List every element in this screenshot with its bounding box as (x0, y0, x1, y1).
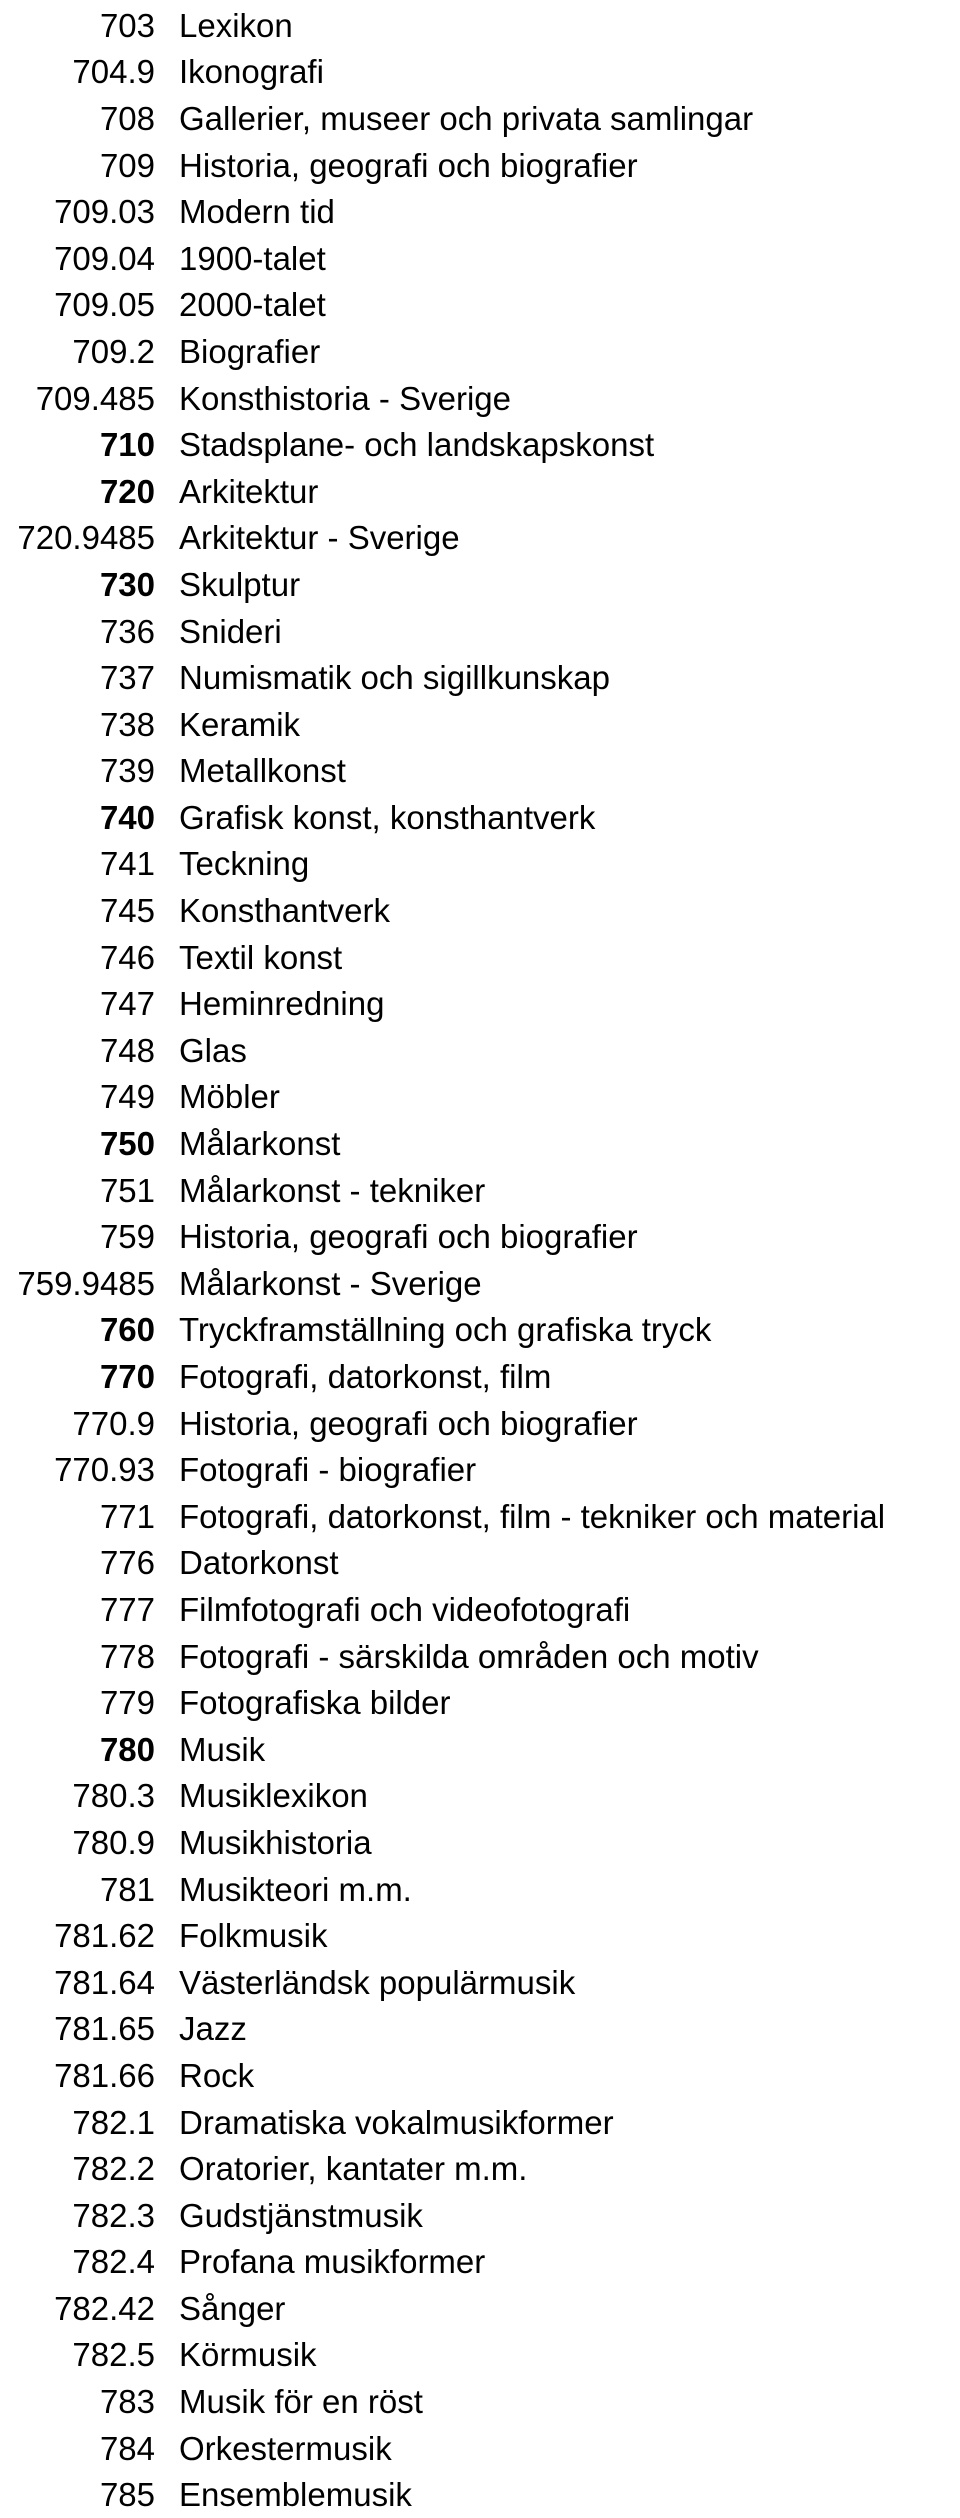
classification-code: 730 (99, 565, 155, 603)
classification-code: 709 (99, 146, 155, 184)
list-item (0, 1213, 960, 1260)
list-item (0, 1726, 960, 1773)
list-item (0, 2145, 960, 2192)
list-item (0, 2052, 960, 2099)
list-item (0, 561, 960, 608)
list-item (0, 282, 960, 329)
classification-label: Fotografi, datorkonst, film (179, 1358, 552, 1396)
classification-code: 740 (99, 798, 155, 836)
list-item (0, 375, 960, 422)
classification-label: Lexikon (179, 6, 293, 44)
list-item (0, 1167, 960, 1214)
list-item (0, 1819, 960, 1866)
classification-code: 704.9 (72, 53, 155, 91)
classification-code: 780.9 (72, 1823, 155, 1861)
list-item (0, 468, 960, 515)
list-item (0, 980, 960, 1027)
classification-code: 779 (99, 1684, 155, 1722)
classification-code: 777 (99, 1590, 155, 1628)
classification-code: 710 (99, 426, 155, 464)
classification-label: Tryckframställning och grafiska tryck (179, 1311, 712, 1349)
classification-label: Datorkonst (179, 1544, 339, 1582)
classification-code: 782.3 (72, 2196, 155, 2234)
list-item (0, 1493, 960, 1540)
classification-label: Musik (179, 1730, 266, 1768)
classification-label: Musiklexikon (179, 1777, 368, 1815)
classification-code: 738 (99, 705, 155, 743)
classification-label: Filmfotografi och videofotografi (179, 1590, 631, 1628)
classification-label: Historia, geografi och biografier (179, 1404, 638, 1442)
classification-label: Målarkonst (179, 1125, 341, 1163)
list-item (0, 1446, 960, 1493)
classification-label: Glas (179, 1031, 247, 1069)
list-item (0, 2099, 960, 2146)
classification-code: 782.1 (72, 2103, 155, 2141)
classification-code: 776 (99, 1544, 155, 1582)
classification-code: 709.05 (54, 286, 155, 324)
list-item (0, 934, 960, 981)
list-item (0, 1027, 960, 1074)
classification-label: Stadsplane- och landskapskonst (179, 426, 655, 464)
classification-label: Skulptur (179, 565, 301, 603)
list-item (0, 1074, 960, 1121)
classification-code: 720 (99, 472, 155, 510)
classification-code: 746 (99, 938, 155, 976)
classification-code: 782.2 (72, 2150, 155, 2188)
list-item (0, 841, 960, 888)
classification-label: 2000-talet (179, 286, 326, 324)
classification-code: 739 (99, 752, 155, 790)
classification-label: Arkitektur - Sverige (179, 519, 460, 557)
list-item (0, 2192, 960, 2239)
classification-code: 780.3 (72, 1777, 155, 1815)
list-item (0, 1912, 960, 1959)
classification-code: 783 (99, 2383, 155, 2421)
classification-label: Västerländsk populärmusik (179, 1963, 576, 2001)
list-item (0, 1586, 960, 1633)
classification-label: Musikteori m.m. (179, 1870, 412, 1908)
list-item (0, 887, 960, 934)
classification-label: Biografier (179, 332, 321, 370)
classification-label: Konsthantverk (179, 892, 390, 930)
classification-label: Numismatik och sigillkunskap (179, 659, 610, 697)
list-item (0, 1400, 960, 1447)
classification-label: Dramatiska vokalmusikformer (179, 2103, 614, 2141)
classification-label: Körmusik (179, 2336, 317, 2374)
classification-label: Historia, geografi och biografier (179, 1218, 638, 1256)
classification-label: Gallerier, museer och privata samlingar (179, 99, 754, 137)
list-item (0, 1120, 960, 1167)
list-item (0, 748, 960, 795)
classification-label: Fotografiska bilder (179, 1684, 451, 1722)
classification-code: 778 (99, 1637, 155, 1675)
classification-label: Heminredning (179, 985, 385, 1023)
classification-label: Orkestermusik (179, 2429, 392, 2467)
classification-label: Målarkonst - tekniker (179, 1171, 486, 1209)
classification-label: Folkmusik (179, 1917, 328, 1955)
classification-label: Keramik (179, 705, 301, 743)
classification-code: 709.04 (54, 239, 155, 277)
list-item (0, 2378, 960, 2425)
list-item (0, 328, 960, 375)
list-item (0, 421, 960, 468)
classification-code: 737 (99, 659, 155, 697)
list-item (0, 2332, 960, 2379)
classification-code: 780 (99, 1730, 155, 1768)
classification-code: 760 (99, 1311, 155, 1349)
classification-code: 782.42 (54, 2289, 155, 2327)
list-item (0, 515, 960, 562)
classification-label: Musikhistoria (179, 1823, 372, 1861)
classification-label: Fotografi - biografier (179, 1451, 477, 1489)
list-item (0, 235, 960, 282)
classification-code: 770.93 (54, 1451, 155, 1489)
classification-code: 785 (99, 2476, 155, 2514)
list-item (0, 1353, 960, 1400)
classification-label: Snideri (179, 612, 282, 650)
classification-label: Jazz (179, 2010, 247, 2048)
classification-label: Oratorier, kantater m.m. (179, 2150, 528, 2188)
classification-label: Profana musikformer (179, 2243, 486, 2281)
classification-code: 781.62 (54, 1917, 155, 1955)
classification-label: Möbler (179, 1078, 280, 1116)
list-item (0, 1959, 960, 2006)
classification-code: 749 (99, 1078, 155, 1116)
list-item (0, 654, 960, 701)
classification-code: 781 (99, 1870, 155, 1908)
classification-label: Ikonografi (179, 53, 324, 91)
list-item (0, 1773, 960, 1820)
list-item (0, 701, 960, 748)
list-item (0, 2006, 960, 2053)
classification-code: 784 (99, 2429, 155, 2467)
list-item (0, 95, 960, 142)
classification-code: 781.66 (54, 2056, 155, 2094)
list-item (0, 188, 960, 235)
list-item (0, 1540, 960, 1587)
list-item (0, 1866, 960, 1913)
list-item (0, 2471, 960, 2518)
list-item (0, 1307, 960, 1354)
classification-label: Fotografi, datorkonst, film - tekniker och material (179, 1497, 886, 1535)
list-item (0, 49, 960, 96)
classification-code: 720.9485 (17, 519, 155, 557)
list-item (0, 2, 960, 49)
classification-label: Musik för en röst (179, 2383, 423, 2421)
classification-code: 747 (99, 985, 155, 1023)
list-item (0, 1260, 960, 1307)
classification-code: 748 (99, 1031, 155, 1069)
classification-label: Rock (179, 2056, 255, 2094)
classification-code: 750 (99, 1125, 155, 1163)
classification-label: 1900-talet (179, 239, 326, 277)
list-item (0, 1679, 960, 1726)
classification-label: Grafisk konst, konsthantverk (179, 798, 596, 836)
classification-label: Teckning (179, 845, 310, 883)
list-item (0, 142, 960, 189)
classification-label: Arkitektur (179, 472, 319, 510)
list-item (0, 2285, 960, 2332)
classification-code: 759.9485 (17, 1264, 155, 1302)
classification-label: Historia, geografi och biografier (179, 146, 638, 184)
classification-code: 708 (99, 99, 155, 137)
classification-code: 771 (99, 1497, 155, 1535)
classification-code: 782.5 (72, 2336, 155, 2374)
classification-label: Fotografi - särskilda områden och motiv (179, 1637, 759, 1675)
classification-code: 782.4 (72, 2243, 155, 2281)
classification-label: Målarkonst - Sverige (179, 1264, 482, 1302)
classification-label: Sånger (179, 2289, 286, 2327)
classification-code: 770.9 (72, 1404, 155, 1442)
classification-label: Metallkonst (179, 752, 346, 790)
classification-label: Modern tid (179, 193, 335, 231)
list-item (0, 794, 960, 841)
classification-code: 770 (99, 1358, 155, 1396)
classification-code: 745 (99, 892, 155, 930)
classification-label: Konsthistoria - Sverige (179, 379, 511, 417)
classification-code: 736 (99, 612, 155, 650)
classification-code: 759 (99, 1218, 155, 1256)
classification-label: Gudstjänstmusik (179, 2196, 423, 2234)
classification-code: 741 (99, 845, 155, 883)
list-item (0, 608, 960, 655)
list-item (0, 2239, 960, 2286)
classification-code: 781.64 (54, 1963, 155, 2001)
classification-code: 781.65 (54, 2010, 155, 2048)
classification-label: Ensemblemusik (179, 2476, 412, 2514)
list-item (0, 2425, 960, 2472)
classification-code: 703 (99, 6, 155, 44)
classification-code: 709.485 (35, 379, 155, 417)
list-item (0, 1633, 960, 1680)
classification-code: 709.03 (54, 193, 155, 231)
classification-label: Textil konst (179, 938, 343, 976)
classification-code: 709.2 (72, 332, 155, 370)
classification-code: 751 (99, 1171, 155, 1209)
